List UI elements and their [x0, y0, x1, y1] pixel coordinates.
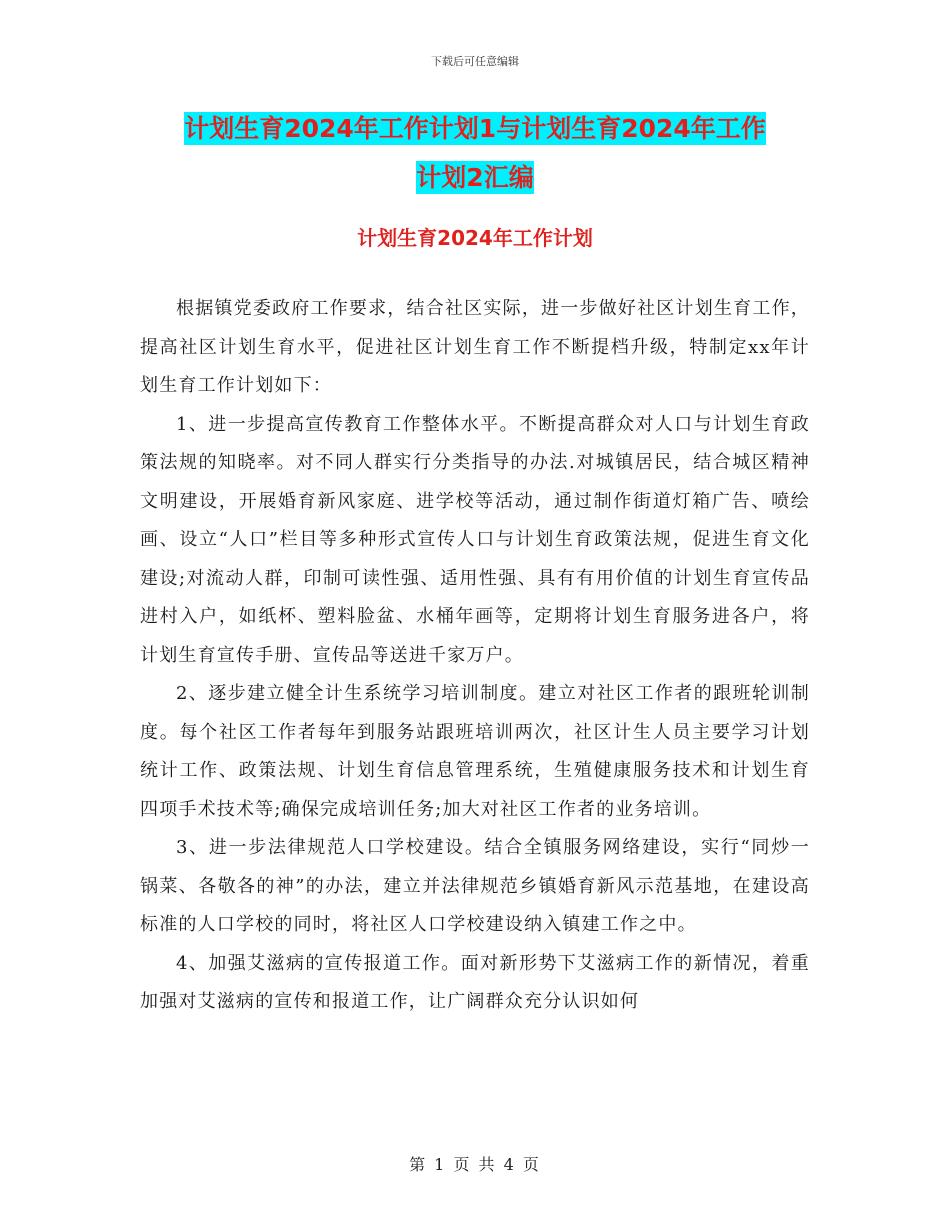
title-line-2: 计划2汇编: [416, 163, 534, 192]
title-line-1: 计划生育2024年工作计划1与计划生育2024年工作: [184, 114, 766, 143]
paragraph-item-3: 3、进一步法律规范人口学校建设。结合全镇服务网络建设，实行“同炒一锅菜、各敬各的神”的办法，建立并法律规范乡镇婚育新风示范基地，在建设高标准的人口学校的同时，将社区人口学校建设纳入镇建工作之中。: [140, 837, 810, 935]
page-header: 下载后可任意编辑: [431, 55, 519, 68]
paragraph-intro: 根据镇党委政府工作要求，结合社区实际，进一步做好社区计划生育工作，提高社区计划生育水平，促进社区计划生育工作不断提档升级，特制定xx年计划生育工作计划如下：: [140, 298, 810, 396]
document-title: [140, 104, 810, 202]
paragraph-item-1: 1、进一步提高宣传教育工作整体水平。不断提高群众对人口与计划生育政策法规的知晓率。对不同人群实行分类指导的办法.对城镇居民，结合城区精神文明建设，开展婚育新风家庭、进学校等活动，通过制作街道灯箱广告、喷绘画、设立“人口”栏目等多种形式宣传人口与计划生育政策法规，促进生育文化建设;对流动人群，印制可读性强、适用性强、具有有用价值的计划生育宣传品进村入户，如纸杯、塑料脸盆、水桶年画等，定期将计划生育服务进各户，将计划生育宣传手册、宣传品等送进千家万户。: [140, 413, 810, 666]
section-title: 计划生育2024年工作计划: [357, 226, 593, 250]
page-number: 第 1 页 共 4 页: [409, 1155, 541, 1174]
body-text: [140, 290, 810, 1022]
paragraph-item-2: 2、逐步建立健全计生系统学习培训制度。建立对社区工作者的跟班轮训制度。每个社区工作者每年到服务站跟班培训两次，社区计生人员主要学习计划统计工作、政策法规、计划生育信息管理系统，生殖健康服务技术和计划生育四项手术技术等;确保完成培训任务;加大对社区工作者的业务培训。: [140, 683, 810, 820]
paragraph-item-4: 4、加强艾滋病的宣传报道工作。面对新形势下艾滋病工作的新情况，着重加强对艾滋病的宣传和报道工作，让广阔群众充分认识如何: [140, 952, 810, 1012]
